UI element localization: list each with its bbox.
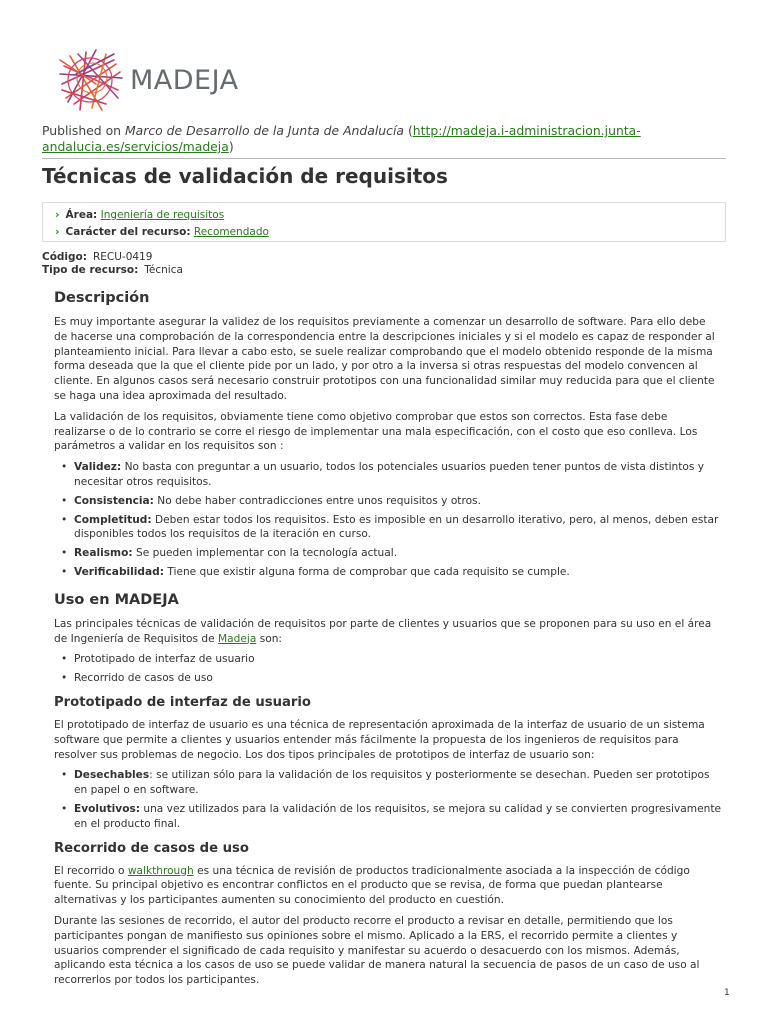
meta-caracter-label: Carácter del recurso: <box>65 225 191 238</box>
uso-section <box>54 591 722 686</box>
recorrido-paragraph-1 <box>54 864 722 908</box>
published-prefix: Published on <box>42 123 125 138</box>
chevron-right-icon: › <box>55 208 60 221</box>
tipo-label: Tipo de recurso: <box>42 263 139 276</box>
tipo-value: Técnica <box>144 263 183 276</box>
meta-area-link[interactable]: Ingeniería de requisitos <box>100 209 225 221</box>
meta-area <box>55 207 725 224</box>
list-item <box>54 513 722 543</box>
main-content <box>54 289 722 994</box>
resource-meta-box <box>42 202 726 242</box>
list-item <box>54 565 722 580</box>
close-paren: ) <box>228 139 234 154</box>
madeja-link[interactable]: Madeja <box>218 632 257 645</box>
parametros-list <box>54 460 722 580</box>
list-item <box>54 546 722 561</box>
recorrido-section <box>54 840 722 988</box>
meta-caracter-link[interactable]: Recomendado <box>193 225 269 238</box>
meta-area-label: Área: <box>65 209 98 221</box>
codigo-label: Código: <box>42 251 87 263</box>
uso-heading: Uso en MADEJA <box>54 591 179 608</box>
recorrido-heading: Recorrido de casos de uso <box>54 840 249 856</box>
list-item <box>54 768 722 798</box>
list-item: • Prototipado de interfaz de usuario <box>54 652 722 667</box>
item-term: Verificabilidad: <box>74 565 164 578</box>
descripcion-heading: Descripción <box>54 290 150 306</box>
item-term: Consistencia: <box>74 494 154 507</box>
item-text: Deben estar todos los requisitos. Esto es imposible en un desarrollo iterativo, pero, al menos, deben estar disponibles todos los requisitos de la iteración en curso. <box>74 513 719 541</box>
open-paren: ( <box>404 123 413 138</box>
chevron-right-icon: › <box>55 224 60 238</box>
published-source: Marco de Desarrollo de la Junta de Andalucía <box>124 123 404 138</box>
tecnicas-list <box>54 652 722 686</box>
list-item <box>54 802 722 832</box>
recorrido-text-before: El recorrido o <box>54 864 128 877</box>
tipo-row <box>42 264 183 277</box>
descripcion-paragraph-2: La validación de los requisitos, obviamente tiene como objetivo comprobar que estos son correctos. Esta fase debe realizarse o de lo contrario se corre el riesgo de implementar una mala especificación, con el costo que eso conlleva. Los parámetros a validar en los requisitos son : <box>54 410 698 453</box>
source-url-part1: http://madeja.i-administracion.junta- <box>412 123 641 138</box>
item-term: Validez: <box>74 461 122 474</box>
walkthrough-link[interactable]: walkthrough <box>127 864 194 877</box>
item-term: Desechables <box>74 769 150 782</box>
header-divider <box>42 158 726 159</box>
uso-text-before: Las principales técnicas de validación de requisitos por parte de clientes y usuarios que se proponen para su uso en el área de Ingeniería de Requisitos de <box>54 617 712 645</box>
codigo-value: RECU-0419 <box>92 251 153 263</box>
item-term: Completitud: <box>74 513 152 526</box>
uso-paragraph <box>54 617 722 647</box>
meta-caracter <box>55 224 725 241</box>
list-item: • Recorrido de casos de uso <box>54 671 722 686</box>
recorrido-paragraph-2: Durante las sesiones de recorrido, el autor del producto recorre el producto a revisar en detalle, permitiendo que los participantes pongan de manifiesto sus opiniones sobre el mismo. Aplicado a la ERS, el recorrido permite a clientes y usuarios comprender el significado de cada requisito y manifestar su acuerdo o desacuerdo con los mismos. Además, aplicando esta técnica a los casos de uso se puede validar de manera natural la secuencia de pasos de un caso de uso al recorrerlos por todos los participantes. <box>54 914 700 987</box>
item-text: Tiene que existir alguna forma de comprobar que cada requisito se cumple. <box>163 565 570 578</box>
logo-wordmark: MADEJA <box>130 65 239 96</box>
madeja-logo <box>56 44 286 114</box>
item-term: Realismo: <box>74 547 133 560</box>
uso-text-after: son: <box>256 632 282 645</box>
prototipos-list <box>54 768 722 831</box>
list-item <box>54 460 722 490</box>
published-line <box>42 123 726 155</box>
recorrido-text-after: es una técnica de revisión de productos tradicionalmente asociada a la inspección de código fuente. Su principal objetivo es encontrar conflictos en el producto que se revisa, de forma que puedan plantearse alternativas y los participantes aumenten su conocimiento del producto en cuestión. <box>54 864 690 907</box>
resource-codes <box>42 251 183 276</box>
madeja-logo-graphic <box>56 44 286 114</box>
page-title: Técnicas de validación de requisitos <box>42 164 448 188</box>
item-text: una vez utilizados para la validación de los requisitos, se mejora su calidad y se convierten progresivamente en el producto final. <box>74 802 721 830</box>
item-text: No debe haber contradicciones entre unos requisitos y otros. <box>153 494 481 507</box>
item-term: Evolutivos: <box>74 802 141 815</box>
page-number: 1 <box>724 988 730 998</box>
codigo-row <box>42 251 183 264</box>
descripcion-paragraph-1: Es muy importante asegurar la validez de los requisitos previamente a comenzar un desarrollo de software. Para ello debe de hacerse una comprobación de la correspondencia entre la descripciones iniciales y si el modelo es capaz de responder al planteamiento inicial. Para llevar a cabo esto, se suele realizar comprobando que el modelo obtenido responde de la misma forma deseada que la que el cliente pide por un lado, y por otro a la inversa si otras respuestas del modelo convencen al cliente. En algunos casos será necesario construir prototipos con una funcionalidad similar muy reducida para que el cliente se haga una idea aproximada del resultado. <box>54 316 715 402</box>
prototipado-heading: Prototipado de interfaz de usuario <box>54 694 311 710</box>
source-url-part2: andalucia.es/servicios/madeja <box>42 139 229 154</box>
item-text: : se utilizan sólo para la validación de los requisitos y posteriormente se desechan. Pueden ser prototipos en papel o en software. <box>74 769 710 797</box>
item-text: Se pueden implementar con la tecnología actual. <box>132 547 398 560</box>
prototipado-section <box>54 694 722 832</box>
item-text: No basta con preguntar a un usuario, todos los potenciales usuarios pueden tener puntos de vista distintos y necesitar otros requisitos. <box>74 461 705 488</box>
prototipado-paragraph: El prototipado de interfaz de usuario es una técnica de representación aproximada de la interfaz de usuario de un sistema software que permite a clientes y usuarios entender más fácilmente la propuesta de los ingenieros de requisitos para resolver sus problemas de negocio. Los dos tipos principales de prototipos de interfaz de usuario son: <box>54 718 705 761</box>
list-item <box>54 494 722 509</box>
